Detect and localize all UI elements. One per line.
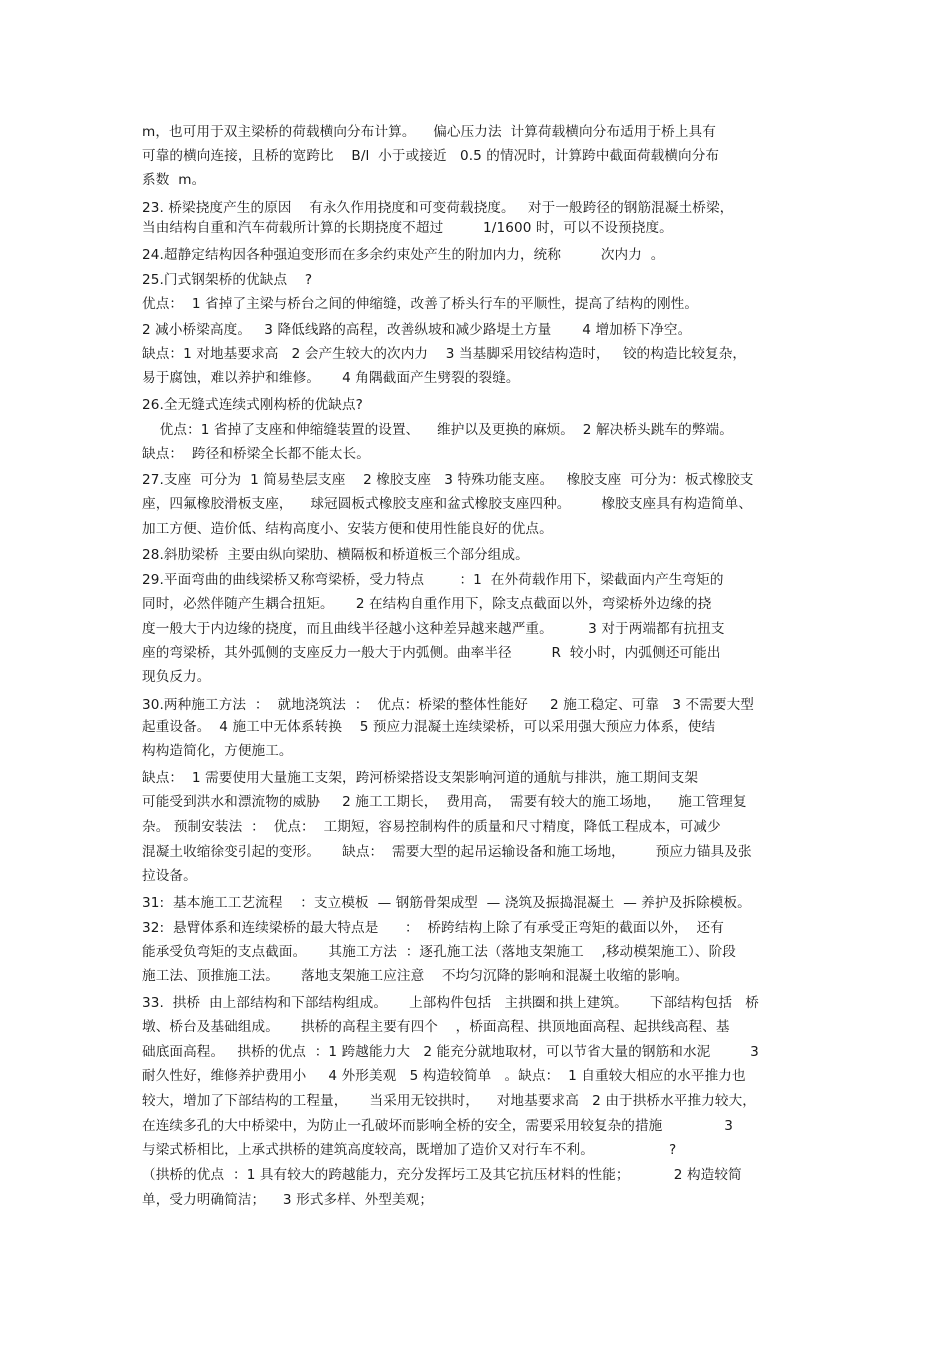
text-line: 能承受负弯矩的支点截面。 其施工方法 ：逐孔施工法（落地支架施工 ,移动模架施工）、阶段	[142, 944, 736, 960]
text-line: 座的弯梁桥，其外弧侧的支座反力一般大于内弧侧。曲率半径 R 较小时，内弧侧还可能出	[142, 645, 721, 661]
text-line: （拱桥的优点 ：1 具有较大的跨越能力，充分发挥圬工及其它抗压材料的性能； 2 构造较简	[142, 1167, 742, 1183]
text-line: 墩、桥台及基础组成。 拱桥的高程主要有四个 ，桥面高程、拱顶地面高程、起拱线高程、基	[142, 1019, 730, 1035]
text-line: 24.超静定结构因各种强迫变形而在多余约束处产生的附加内力，统称 次内力 。	[142, 247, 665, 263]
text-line: 缺点： 1 需要使用大量施工支架，跨河桥梁搭设支架影响河道的通航与排洪，施工期间支架	[142, 770, 699, 786]
text-line: 优点： 1 省掉了主梁与桥台之间的伸缩缝，改善了桥头行车的平顺性，提高了结构的刚性。	[142, 296, 699, 312]
text-line: 拉设备。	[142, 868, 197, 884]
text-line: 加工方便、造价低、结构高度小、安装方便和使用性能良好的优点。	[142, 521, 553, 537]
text-line: 31: 基本施工工艺流程 ：支立模板 — 钢筋骨架成型 — 浇筑及振捣混凝土 — 养护及拆除模板。	[142, 895, 751, 911]
text-line: 33. 拱桥 由上部结构和下部结构组成。 上部构件包括 主拱圈和拱上建筑。 下部结构包括 桥	[142, 995, 760, 1011]
text-line: 23. 桥梁挠度产生的原因 有永久作用挠度和可变荷载挠度。 对于一般跨径的钢筋混凝土桥梁，	[142, 200, 734, 216]
text-line: 混凝土收缩徐变引起的变形。 缺点： 需要大型的起吊运输设备和施工场地， 预应力锚具及张	[142, 844, 752, 860]
text-line: 28.斜肋梁桥 主要由纵向梁肋、横隔板和桥道板三个部分组成。	[142, 547, 529, 563]
text-line: 现负反力。	[142, 669, 211, 685]
text-line: 当由结构自重和汽车荷载所计算的长期挠度不超过 1/1600 时，可以不设预挠度。	[142, 220, 673, 236]
text-line: 在连续多孔的大中桥梁中，为防止一孔破坏而影响全桥的安全，需要采用较复杂的措施 3	[142, 1118, 734, 1134]
text-line: 25.门式钢架桥的优缺点 ?	[142, 272, 313, 288]
text-line: 缺点：1 对地基要求高 2 会产生较大的次内力 3 当基脚采用铰结构造时， 铰的构造比较复杂，	[142, 346, 747, 362]
text-line: 可靠的横向连接，且桥的宽跨比 B/l 小于或接近 0.5 的情况时，计算跨中截面荷载横向分布	[142, 148, 720, 164]
text-line: 32: 悬臂体系和连续梁桥的最大特点是 ： 桥跨结构上除了有承受正弯矩的截面以外， 还有	[142, 920, 724, 936]
text-line: 2 减小桥梁高度。 3 降低线路的高程，改善纵坡和减少路堤土方量 4 增加桥下净空。	[142, 322, 692, 338]
text-line: 30.两种施工方法 ： 就地浇筑法 ： 优点：桥梁的整体性能好 2 施工稳定、可靠 3 不需要大型	[142, 697, 754, 713]
text-line: 耐久性好，维修养护费用小 4 外形美观 5 构造较简单 。缺点： 1 自重较大相应的水平推力也	[142, 1068, 746, 1084]
text-line: 29.平面弯曲的曲线梁桥又称弯梁桥，受力特点 ：1 在外荷载作用下，梁截面内产生弯矩的	[142, 572, 724, 588]
text-line: 础底面高程。 拱桥的优点 ：1 跨越能力大 2 能充分就地取材，可以节省大量的钢筋和水泥 3	[142, 1044, 759, 1060]
text-line: 缺点： 跨径和桥梁全长都不能太长。	[142, 446, 370, 462]
text-line: 施工法、顶推施工法。 落地支架施工应注意 不均匀沉降的影响和混凝土收缩的影响。	[142, 968, 689, 984]
text-line: m，也可用于双主梁桥的荷载横向分布计算。 偏心压力法 计算荷载横向分布适用于桥上具有	[142, 124, 716, 140]
text-line: 可能受到洪水和漂流物的威胁 2 施工工期长， 费用高， 需要有较大的施工场地， 施工管理复	[142, 794, 747, 810]
text-line: 易于腐蚀，难以养护和维修。 4 角隅截面产生劈裂的裂缝。	[142, 370, 520, 386]
text-line: 构构造简化，方便施工。	[142, 743, 293, 759]
text-line: 杂。 预制安装法 ： 优点： 工期短，容易控制构件的质量和尺寸精度，降低工程成本，可减少	[142, 819, 721, 835]
text-line: 与梁式桥相比，上承式拱桥的建筑高度较高，既增加了造价又对行车不利。 ?	[142, 1142, 677, 1158]
text-line: 起重设备。 4 施工中无体系转换 5 预应力混凝土连续梁桥，可以采用强大预应力体系，使结	[142, 719, 716, 735]
text-line: 系数 m。	[142, 172, 206, 188]
text-line: 座，四氟橡胶滑板支座， 球冠圆板式橡胶支座和盆式橡胶支座四种。 橡胶支座具有构造简单、	[142, 496, 753, 512]
text-line: 单，受力明确简洁； 3 形式多样、外型美观；	[142, 1192, 434, 1208]
text-line: 26.全无缝式连续式刚构桥的优缺点?	[142, 397, 363, 413]
text-line: 较大，增加了下部结构的工程量， 当采用无铰拱时， 对地基要求高 2 由于拱桥水平推力较大，	[142, 1093, 756, 1109]
text-line: 优点：1 省掉了支座和伸缩缝装置的设置、 维护以及更换的麻烦。 2 解决桥头跳车的弊端。	[142, 422, 733, 438]
text-line: 度一般大于内边缘的挠度，而且曲线半径越小这种差异越来越严重。 3 对于两端都有抗扭支	[142, 621, 725, 637]
text-line: 27.支座 可分为 1 简易垫层支座 2 橡胶支座 3 特殊功能支座。 橡胶支座 可分为：板式橡胶支	[142, 472, 754, 488]
text-line: 同时，必然伴随产生耦合扭矩。 2 在结构自重作用下，除支点截面以外，弯梁桥外边缘的挠	[142, 596, 712, 612]
